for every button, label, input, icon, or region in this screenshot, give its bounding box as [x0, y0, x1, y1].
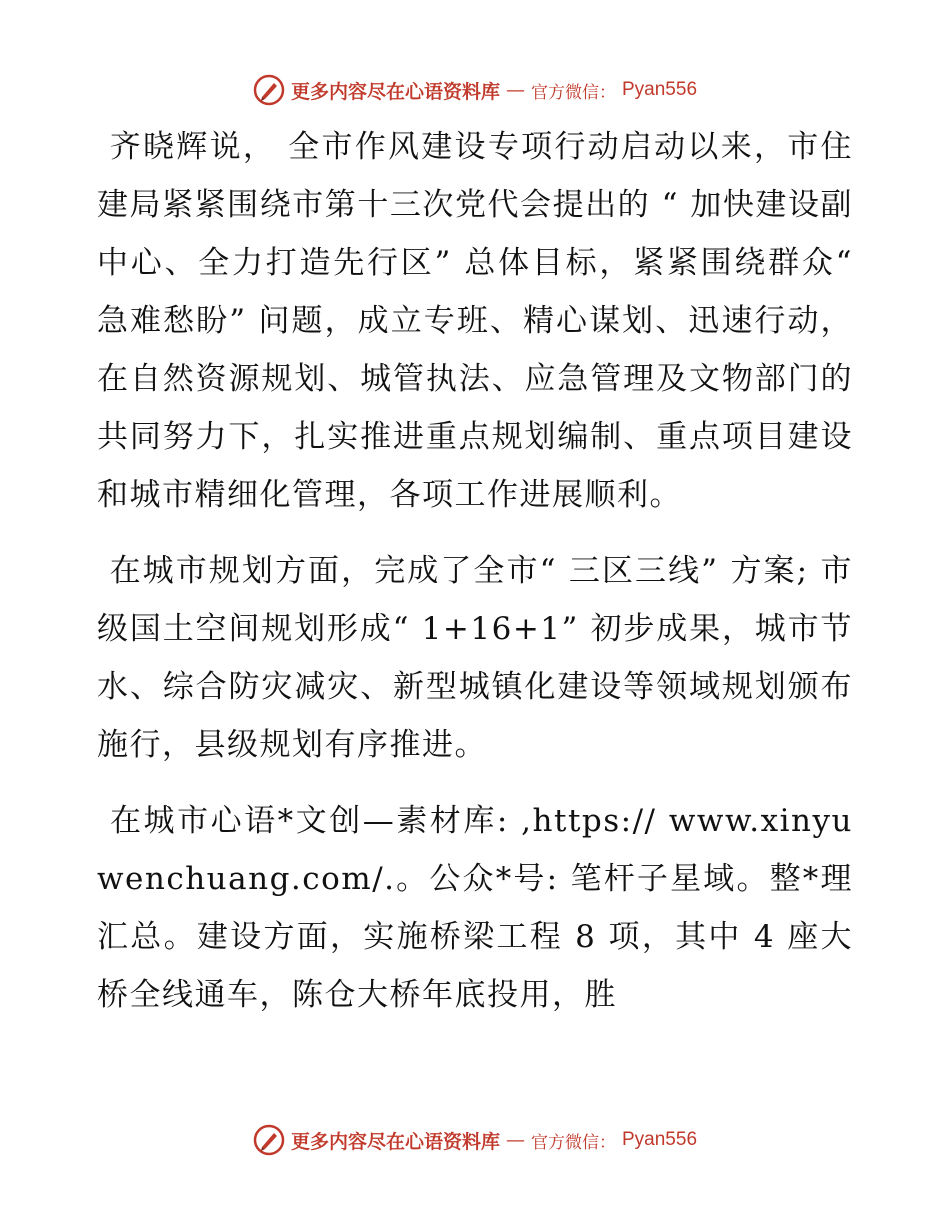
paragraph-1-text: 齐晓辉说， 全市作风建设专项行动启动以来，市住建局紧紧围绕市第十三次党代会提出的 “ 加快建设副中心、全力打造先行区” 总体目标，紧紧围绕群众“ 急难愁盼” 问题，成立专班、精心谋划、迅速行动，在自然资源规划、城管执法、应急管理及文物部门的共同努力下，扎实推进重点规划编制、重点项目建设和城市精细化管理，各项工作进展顺利。	[97, 129, 853, 513]
paragraph-3	[97, 792, 853, 1024]
paragraph-3-text: 在城市心语*文创—素材库: ,https:// www.xinyuwenchuang.com/.。公众*号: 笔杆子星域。整*理汇总。建设方面，实施桥梁工程 8 项，其中 4 座大桥全线通车，陈仓大桥年底投用，胜	[97, 803, 853, 1013]
pen-logo-icon	[253, 1124, 285, 1156]
watermark-sub-text: 官方微信：	[531, 1132, 616, 1153]
pen-logo-icon	[253, 74, 285, 106]
paragraph-1	[97, 118, 853, 524]
watermark-main-text: 更多内容尽在心语资料库	[290, 1130, 500, 1153]
watermark-wechat-id: Pyan556	[622, 79, 698, 100]
watermark-dash: —	[506, 1129, 525, 1151]
watermark-sub-text: 官方微信：	[531, 82, 616, 103]
watermark-dash: —	[506, 79, 525, 101]
paragraph-2-text: 在城市规划方面，完成了全市“ 三区三线” 方案; 市级国土空间规划形成“ 1+16+1” 初步成果，城市节水、综合防灾减灾、新型城镇化建设等领域规划颁布施行，县级规划有序推进。	[97, 553, 853, 763]
footer-watermark	[0, 1124, 950, 1156]
watermark-wechat-id: Pyan556	[622, 1129, 698, 1150]
watermark-main-text: 更多内容尽在心语资料库	[290, 80, 500, 103]
header-watermark	[0, 74, 950, 106]
document-body	[97, 118, 853, 1042]
paragraph-2	[97, 542, 853, 774]
